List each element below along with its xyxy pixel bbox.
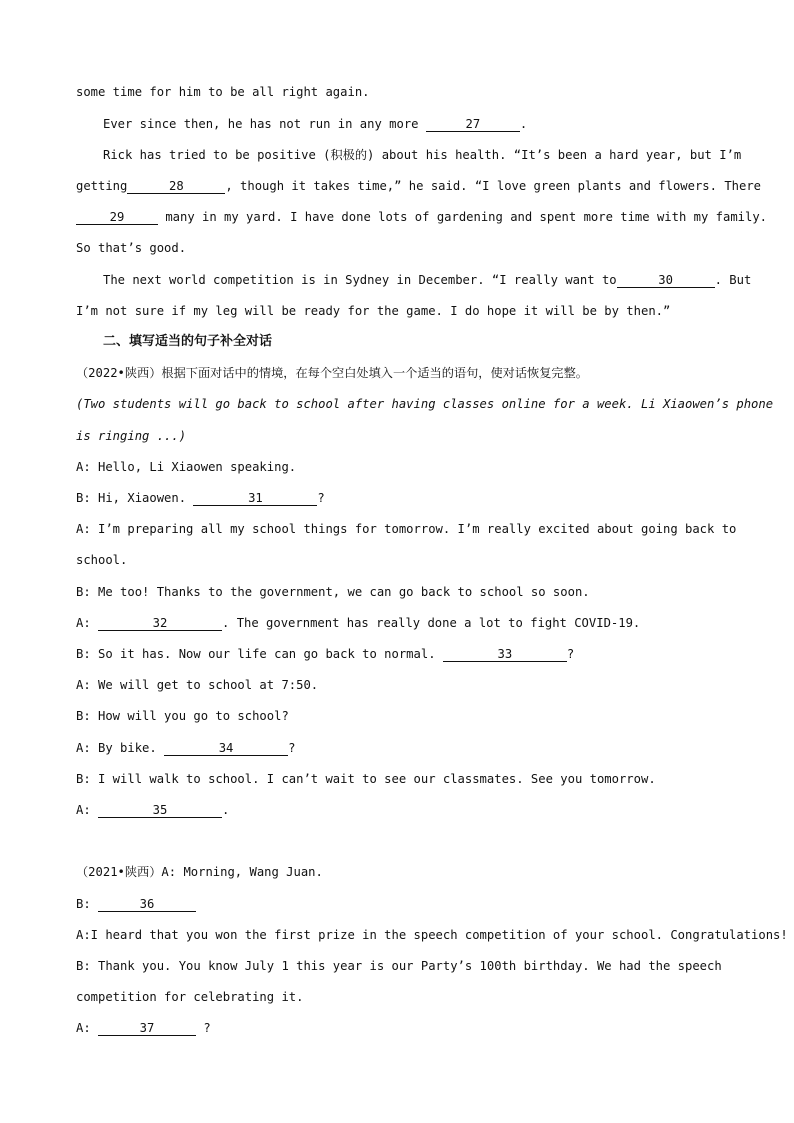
answer-blank-36[interactable]: 36 [98, 897, 196, 912]
text: A: [76, 803, 99, 817]
text: . The government has really done a lot to fight COVID-19. [222, 616, 641, 630]
answer-blank-33[interactable]: 33 [443, 647, 567, 662]
text: A: [76, 616, 99, 630]
text: . [222, 803, 230, 817]
dialogue-line: A:I heard that you won the first prize in the speech competition of your school. Congratulations! [76, 928, 788, 942]
passage-line [76, 209, 767, 225]
passage-line [103, 116, 527, 132]
dialogue-line: B: Me too! Thanks to the government, we can go back to school so soon. [76, 585, 590, 599]
question-source: （2022•陕西）根据下面对话中的情境，在每个空白处填入一个适当的语句，使对话恢复完整。 [76, 366, 588, 380]
text: ? [317, 491, 325, 505]
answer-blank-35[interactable]: 35 [98, 803, 222, 818]
text: A: [76, 1021, 99, 1035]
text: A: By bike. [76, 741, 165, 755]
text: ? [288, 741, 296, 755]
text: . [519, 117, 528, 131]
context-line: is ringing ...) [76, 429, 187, 443]
text: B: So it has. Now our life can go back to normal. [76, 647, 443, 661]
dialogue-line: B: How will you go to school? [76, 709, 289, 723]
dialogue-line [76, 615, 640, 631]
answer-blank-30[interactable]: 30 [617, 273, 715, 288]
dialogue-line [76, 490, 325, 506]
text: , though it takes time,” he said. “I love green plants and flowers. There [225, 179, 762, 193]
section-heading: 二、填写适当的句子补全对话 [103, 334, 273, 349]
passage-line: So that’s good. [76, 241, 187, 255]
dialogue-line: school. [76, 553, 128, 567]
question-source: （2021•陕西）A: Morning, Wang Juan. [76, 865, 323, 879]
dialogue-line [76, 802, 229, 818]
dialogue-line [76, 740, 295, 756]
dialogue-line [76, 896, 196, 912]
dialogue-line: A: We will get to school at 7:50. [76, 678, 319, 692]
answer-blank-28[interactable]: 28 [127, 179, 225, 194]
passage-line: Rick has tried to be positive (积极的) about his health. “It’s been a hard year, but I’m [103, 148, 742, 162]
text: B: Hi, Xiaowen. [76, 491, 194, 505]
passage-line [103, 272, 751, 288]
dialogue-line: A: Hello, Li Xiaowen speaking. [76, 460, 297, 474]
dialogue-line [76, 1020, 211, 1036]
context-line: (Two students will go back to school after having classes online for a week. Li Xiaowen’s phone [76, 397, 774, 411]
text: The next world competition is in Sydney in December. “I really want to [103, 273, 617, 287]
answer-blank-34[interactable]: 34 [164, 741, 288, 756]
passage-line [76, 178, 761, 194]
dialogue-line: B: Thank you. You know July 1 this year is our Party’s 100th birthday. We had the speech [76, 959, 722, 973]
text: many in my yard. I have done lots of gardening and spent more time with my family. [158, 210, 768, 224]
dialogue-line: B: I will walk to school. I can’t wait to see our classmates. See you tomorrow. [76, 772, 656, 786]
passage-line: I’m not sure if my leg will be ready for the game. I do hope it will be by then.” [76, 304, 671, 318]
text: B: [76, 897, 99, 911]
dialogue-line [76, 646, 574, 662]
text: ? [196, 1021, 211, 1035]
text: Ever since then, he has not run in any more [103, 117, 426, 131]
answer-blank-29[interactable]: 29 [76, 210, 158, 225]
answer-blank-31[interactable]: 31 [193, 491, 317, 506]
text: getting [76, 179, 128, 193]
answer-blank-27[interactable]: 27 [426, 117, 520, 132]
text: . But [714, 273, 752, 287]
answer-blank-32[interactable]: 32 [98, 616, 222, 631]
answer-blank-37[interactable]: 37 [98, 1021, 196, 1036]
dialogue-line: competition for celebrating it. [76, 990, 304, 1004]
text: ? [566, 647, 575, 661]
passage-line: some time for him to be all right again. [76, 85, 370, 99]
dialogue-line: A: I’m preparing all my school things for tomorrow. I’m really excited about going back to [76, 522, 737, 536]
